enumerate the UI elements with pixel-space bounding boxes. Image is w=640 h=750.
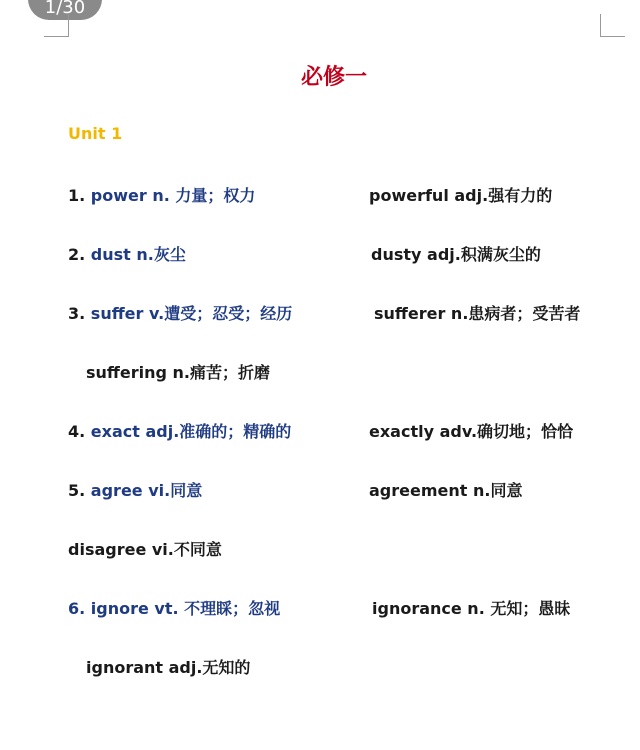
entry-derived-5: agreement n.同意: [369, 481, 523, 500]
entry-extra-3: suffering n.痛苦；折磨: [86, 363, 270, 382]
entry-word: power n. 力量；权力: [90, 186, 256, 205]
vocab-entry-2: [68, 242, 186, 265]
entry-extra-5: disagree vi.不同意: [68, 540, 222, 559]
entry-word: suffer v.遭受；忍受；经历: [90, 304, 293, 323]
entry-number: 1.: [68, 186, 86, 205]
entry-extra-6: ignorant adj.无知的: [86, 658, 251, 677]
entry-number: 6.: [68, 599, 86, 618]
entry-word: agree vi.同意: [90, 481, 203, 500]
vocab-entry-6: [68, 596, 280, 619]
vocab-entry-3: [68, 301, 292, 324]
entry-derived-6: ignorance n. 无知；愚昧: [372, 599, 571, 618]
entry-word: dust n.灰尘: [90, 245, 186, 264]
document-title: 必修一: [300, 65, 367, 90]
entry-derived-2: dusty adj.积满灰尘的: [371, 245, 541, 264]
page-counter: 1/30: [28, 0, 102, 20]
crop-mark-left: [44, 14, 69, 37]
vocab-entry-5: [68, 478, 202, 501]
entry-derived-4: exactly adv.确切地；恰恰: [369, 422, 574, 441]
entry-number: 2.: [68, 245, 86, 264]
vocab-entry-1: [68, 183, 255, 206]
entry-number: 4.: [68, 422, 86, 441]
entry-word: ignore vt. 不理睬；忽视: [90, 599, 281, 618]
entry-word: exact adj.准确的；精确的: [90, 422, 292, 441]
crop-mark-right: [600, 14, 625, 37]
entry-derived-1: powerful adj.强有力的: [369, 186, 553, 205]
entry-derived-3: sufferer n.患病者；受苦者: [374, 304, 581, 323]
entry-number: 3.: [68, 304, 86, 323]
entry-number: 5.: [68, 481, 86, 500]
vocab-entry-4: [68, 419, 291, 442]
unit-heading: Unit 1: [68, 124, 123, 143]
